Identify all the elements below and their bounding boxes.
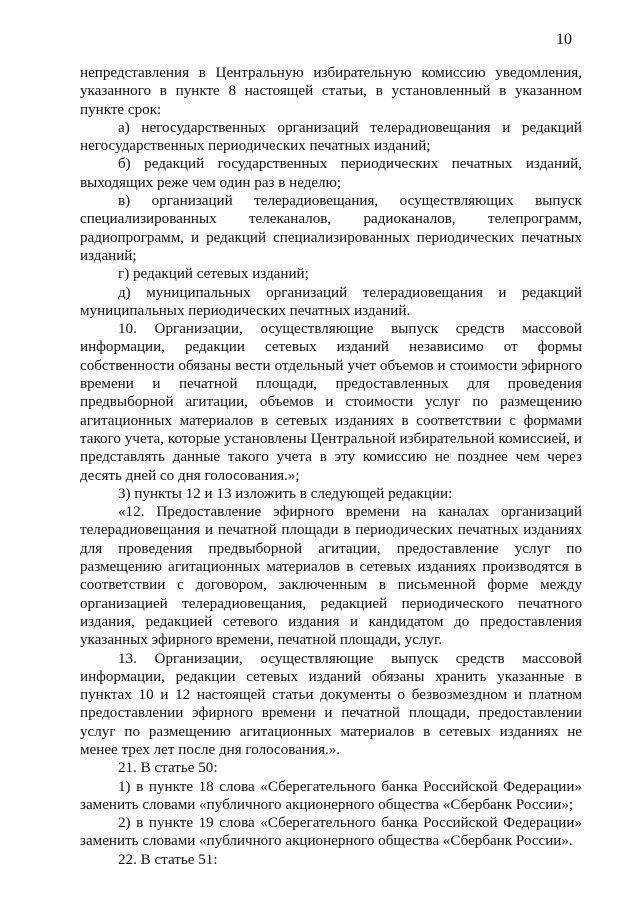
list-item-a: а) негосударственных организаций телерадиовещания и редакций негосударственных периодических печатных изданий; [80,119,582,155]
list-item-d: д) муниципальных организаций телерадиовещания и редакций муниципальных периодических печатных изданий. [80,284,582,319]
list-item-g: г) редакций сетевых изданий; [118,266,309,283]
list-item-b: б) редакций государственных периодических печатных изданий, выходящих реже чем один раз в неделю; [80,156,582,191]
article-50-item-2: 2) в пункте 19 слова «Сберегательного банка Российской Федерации» заменить словами «публичного акционерного общества «Сбербанк России». [80,815,582,850]
paragraph-continuation: непредставления в Центральную избирательную комиссию уведомления, указанного в пункте 8 настоящей статьи, в установленный в указанном пункте срок: [80,65,582,118]
article-50-item-1: 1) в пункте 18 слова «Сберегательного банка Российской Федерации» заменить словами «публичного акционерного общества «Сбербанк России»; [80,778,582,813]
article-50-heading: 21. В статье 50: [118,760,218,777]
page-number: 10 [556,31,572,48]
clause-13: 13. Организации, осуществляющие выпуск средств массовой информации, редакции сетевых изданий обязаны хранить указанные в пунктах 10 и 12 настоящей статьи документы о безвозмездном и платном предоставлении эфирного времени и печатной площади, предоставлении услуг по размещению агитационных материалов в сетевых изданиях не менее трех лет после дня голосования.». [80,650,582,758]
clause-12: «12. Предоставление эфирного времени на каналах организаций телерадиовещания и печатной площади в периодических печатных изданиях для проведения предвыборной агитации, предоставление услуг по размещению агитационных материалов в сетевых изданиях производятся в соответствии с договором, заключенным в письменной форме между организацией телерадиовещания, редакцией периодического печатного издания, редакцией сетевого издания и кандидатом до предоставления указанных эфирного времени, печатной площади, услуг. [80,504,582,649]
clause-10: 10. Организации, осуществляющие выпуск средств массовой информации, редакции сетевых изданий независимо от формы собственности обязаны вести отдельный учет объемов и стоимости эфирного времени и печатной площади, предоставленных для проведения предвыборной агитации, объемов и стоимости услуг по размещению агитационных материалов в сетевых изданиях в соответствии с формами такого учета, которые установлены Центральной избирательной комиссией, и представлять данные такого учета в эту комиссию не позднее чем через десять дней со дня голосования.»; [80,321,582,484]
amendment-item-3: 3) пункты 12 и 13 изложить в следующей редакции: [118,485,453,502]
list-item-v: в) организаций телерадиовещания, осуществляющих выпуск специализированных телеканалов, радиоканалов, телепрограмм, радиопрограмм, и редакций специализированных периодических печатных изданий; [80,193,582,264]
article-51-heading: 22. В статье 51: [118,851,218,868]
document-body [80,64,582,869]
